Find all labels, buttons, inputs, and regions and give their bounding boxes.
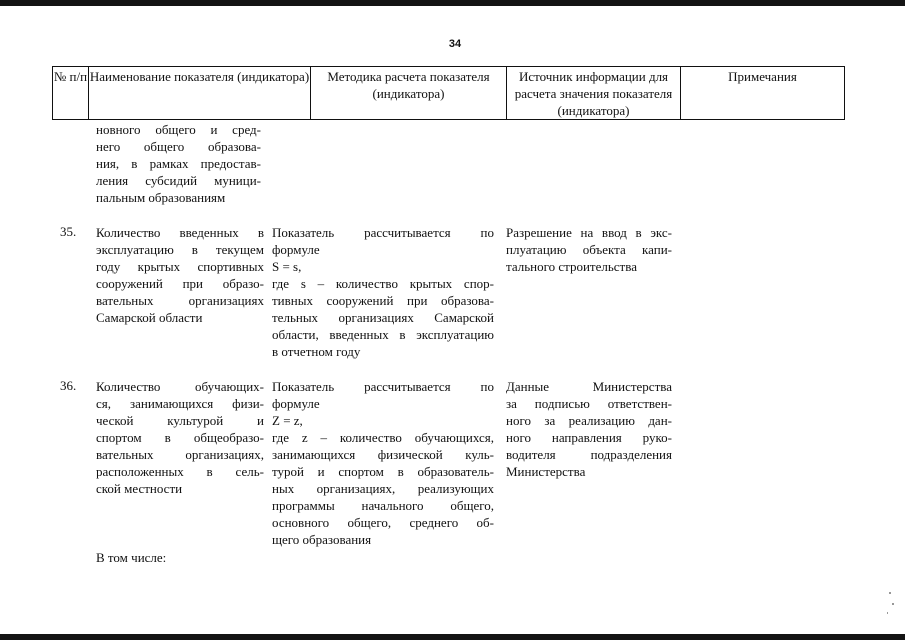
row-method-line: формуле <box>272 396 320 411</box>
row-number: 35. <box>60 224 77 239</box>
row-source-line: Министерства <box>506 464 586 479</box>
continuation-line: ния, в рамках предостав- <box>96 156 261 171</box>
row-name-line: расположенных в сель- <box>96 464 264 479</box>
continuation-line: ления субсидий муници- <box>96 173 261 188</box>
row-method-line: занимающихся физической куль- <box>272 447 494 462</box>
row-name-line: ской местности <box>96 481 183 496</box>
scan-speck <box>887 612 888 614</box>
continuation-name <box>96 121 261 206</box>
row-method-line: турой и спортом в образователь- <box>272 464 494 479</box>
scan-speck <box>889 592 891 594</box>
row-method-line: где s – количество крытых спор- <box>272 276 494 291</box>
row-name-line: вательных организациях, <box>96 447 264 462</box>
row-method <box>272 378 494 548</box>
row-number: 36. <box>60 378 77 393</box>
row-source-line: плуатацию объекта капи- <box>506 242 672 257</box>
row-method-line: тельных организациях Самарской <box>272 310 494 325</box>
scan-speck <box>892 603 894 605</box>
row-name-line: ся, занимающихся физи- <box>96 396 264 411</box>
header-col-name: Наименование показателя (индикатора) <box>89 67 311 119</box>
row-method-line: щего образования <box>272 532 372 547</box>
row-method-line: S = s, <box>272 259 302 274</box>
row-method <box>272 224 494 360</box>
row-name <box>96 224 264 326</box>
row-method-line: программы начального общего, <box>272 498 494 513</box>
row-name-line: эксплуатацию в текущем <box>96 242 264 257</box>
page-number: 34 <box>448 38 462 50</box>
row-source-line: Данные Министерства <box>506 379 672 394</box>
row-name-line: Количество обучающих- <box>96 379 264 394</box>
row-source-line: тального строительства <box>506 259 637 274</box>
scan-bottom-border <box>0 634 905 640</box>
scan-top-border <box>0 0 905 6</box>
row-method-line: ных организациях, реализующих <box>272 481 494 496</box>
row-method-line: области, введенных в эксплуатацию <box>272 327 494 342</box>
header-col-number: № п/п <box>53 67 89 119</box>
row-name-line: вательных организациях <box>96 293 264 308</box>
row-method-line: основного общего, среднего об- <box>272 515 494 530</box>
row-name-line: спортом в общеобразо- <box>96 430 264 445</box>
row-name-line: ческой культурой и <box>96 413 264 428</box>
row-method-line: Показатель рассчитывается по <box>272 379 494 394</box>
row-source-line: ного за реализацию дан- <box>506 413 672 428</box>
header-col-source: Источник информации для расчета значения показателя (индикатора) <box>507 67 681 119</box>
row-source <box>506 378 672 480</box>
row-source-line: за подписью ответствен- <box>506 396 672 411</box>
row-source-line: ного направления руко- <box>506 430 672 445</box>
continuation-line: пальным образованиям <box>96 190 226 205</box>
row-method-line: Показатель рассчитывается по <box>272 225 494 240</box>
row-name-line: году крытых спортивных <box>96 259 264 274</box>
continuation-line: него общего образова- <box>96 139 261 154</box>
row-source <box>506 224 672 275</box>
row-method-line: тивных сооружений при образова- <box>272 293 494 308</box>
row-method-line: в отчетном году <box>272 344 361 359</box>
row-method-line: Z = z, <box>272 413 303 428</box>
row-source-line: водителя подразделения <box>506 447 672 462</box>
row-name-line: Самарской области <box>96 310 203 325</box>
row-method-line: формуле <box>272 242 320 257</box>
row-name <box>96 378 264 497</box>
row-name-line: Количество введенных в <box>96 225 264 240</box>
header-col-method: Методика расчета показателя (индикатора) <box>311 67 507 119</box>
table-header <box>52 66 845 120</box>
continuation-line: новного общего и сред- <box>96 122 261 137</box>
including-label: В том числе: <box>96 550 167 565</box>
row-method-line: где z – количество обучающихся, <box>272 430 494 445</box>
row-name-line: сооружений при образо- <box>96 276 264 291</box>
header-col-notes: Примечания <box>728 69 797 84</box>
row-source-line: Разрешение на ввод в экс- <box>506 225 672 240</box>
